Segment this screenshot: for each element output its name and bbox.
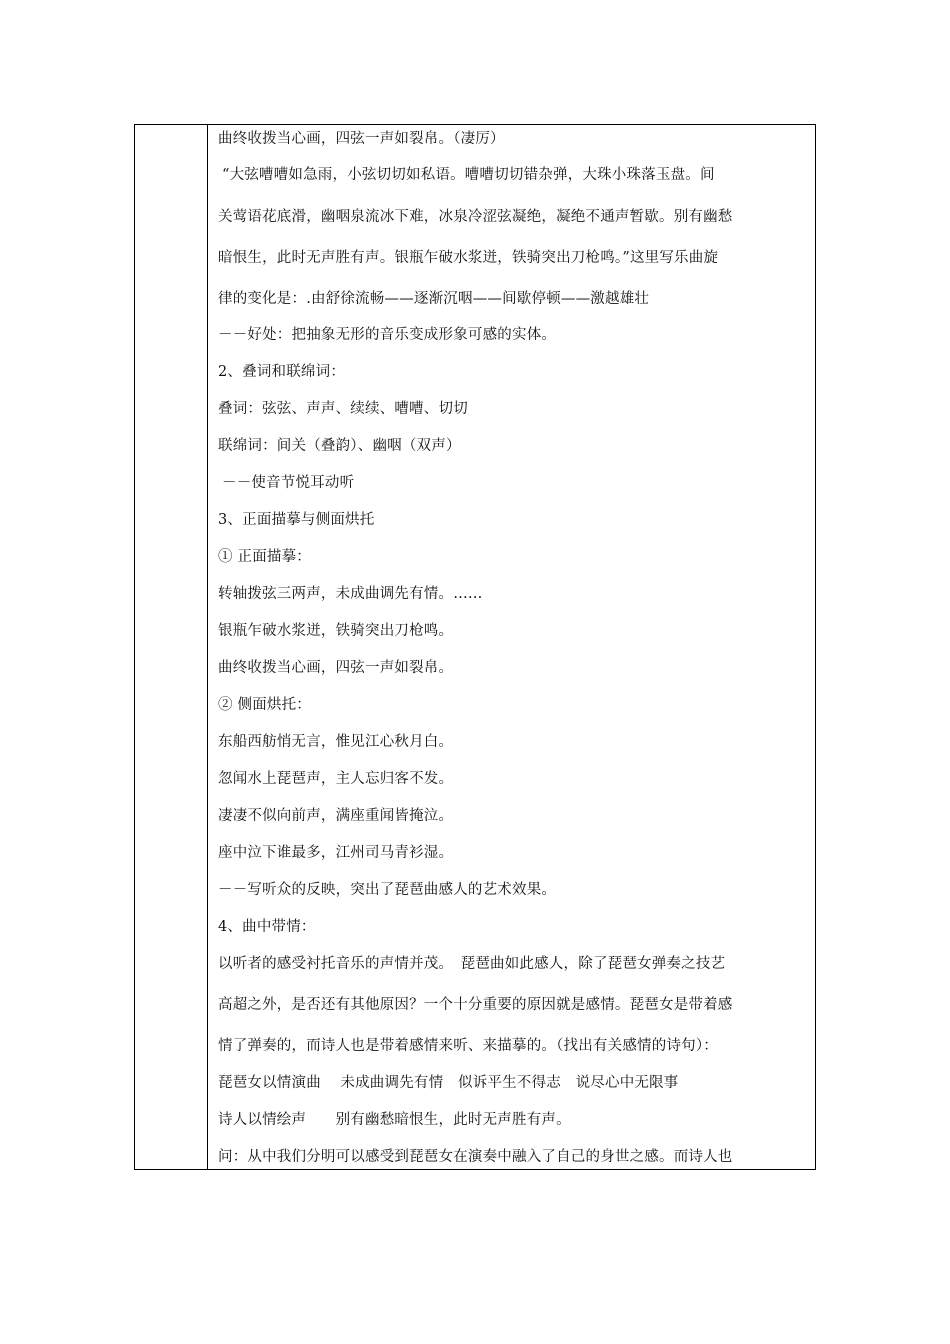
text-line: 曲终收拨当心画，四弦一声如裂帛。（凄厉）: [218, 131, 505, 147]
text-line: 问：从中我们分明可以感受到琵琶女在演奏中融入了自己的身世之感。而诗人也: [218, 1149, 733, 1165]
text-line: 凄凄不似向前声，满座重闻皆掩泣。: [218, 808, 454, 824]
table-left-column: [135, 125, 208, 1169]
text-line: 情了弹奏的，而诗人也是带着感情来听、来描摹的。（找出有关感情的诗句）：: [218, 1038, 718, 1054]
text-line: －－写听众的反映，突出了琵琶曲感人的艺术效果。: [218, 882, 557, 898]
section-heading: 2、叠词和联绵词：: [218, 364, 346, 380]
text-line: －－使音节悦耳动听: [222, 475, 355, 491]
text-line: 琵琶女以情演曲 未成曲调先有情 似诉平生不得志 说尽心中无限事: [218, 1075, 679, 1091]
text-line: 银瓶乍破水浆迸，铁骑突出刀枪鸣。: [218, 623, 454, 639]
table-right-column: [208, 125, 815, 1169]
text-line: 叠词：弦弦、声声、续续、嘈嘈、切切: [218, 401, 468, 417]
text-line: 东船西舫悄无言，惟见江心秋月白。: [218, 734, 454, 750]
text-line: 关莺语花底滑，幽咽泉流冰下难，冰泉冷涩弦凝绝，凝绝不通声暂歇。别有幽愁: [218, 209, 733, 225]
text-line: 以听者的感受衬托音乐的声情并茂。 琵琶曲如此感人，除了琵琶女弹奏之技艺: [218, 956, 726, 972]
text-line: “大弦嘈嘈如急雨，小弦切切如私语。嘈嘈切切错杂弹，大珠小珠落玉盘。间: [222, 167, 715, 183]
text-line: 曲终收拨当心画，四弦一声如裂帛。: [218, 660, 454, 676]
text-line: 诗人以情绘声 别有幽愁暗恨生，此时无声胜有声。: [218, 1112, 571, 1128]
text-line: －－好处：把抽象无形的音乐变成形象可感的实体。: [218, 327, 557, 343]
subsection-heading: ② 侧面烘托：: [218, 697, 312, 713]
content-table: [134, 124, 816, 1170]
text-line: 高超之外，是否还有其他原因？一个十分重要的原因就是感情。琵琶女是带着感: [218, 997, 733, 1013]
section-heading: 3、正面描摹与侧面烘托: [218, 512, 375, 528]
text-line: 联绵词：间关（叠韵）、幽咽（双声）: [218, 438, 461, 454]
text-line: 暗恨生，此时无声胜有声。银瓶乍破水浆迸，铁骑突出刀枪鸣。”这里写乐曲旋: [218, 250, 719, 266]
text-line: 律的变化是：.由舒徐流畅——逐渐沉咽——间歇停顿——激越雄壮: [218, 291, 650, 307]
text-line: 忽闻水上琵琶声，主人忘归客不发。: [218, 771, 454, 787]
text-line: 转轴拨弦三两声，未成曲调先有情。……: [218, 586, 483, 602]
subsection-heading: ① 正面描摹：: [218, 549, 312, 565]
section-heading: 4、曲中带情：: [218, 919, 316, 935]
text-line: 座中泣下谁最多，江州司马青衫湿。: [218, 845, 454, 861]
